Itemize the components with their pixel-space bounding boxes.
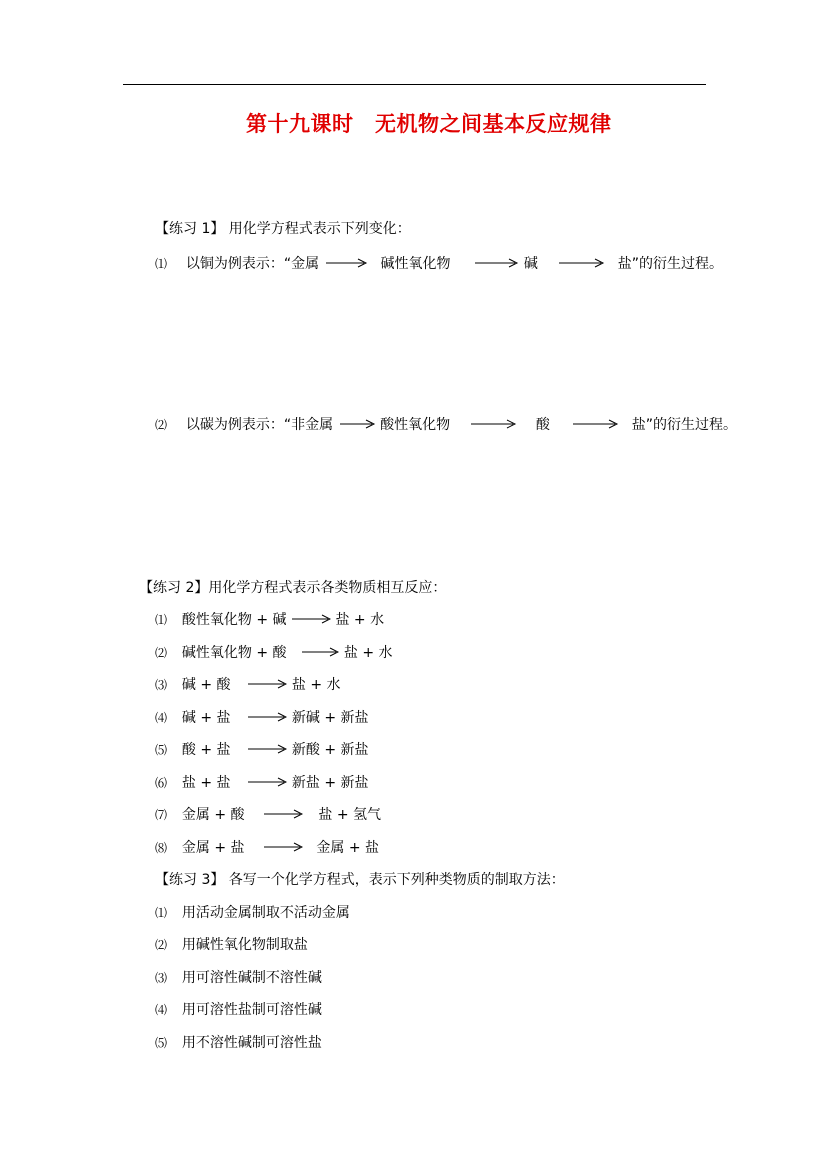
products: 新盐 + 新盐 [291, 775, 369, 791]
q2-prefix: 以碳为例表示：“非金属 [185, 417, 334, 433]
arrow-icon [571, 419, 619, 429]
reactants: 金属 + 盐 [181, 840, 245, 856]
q1-step-d: 盐”的衍生过程。 [617, 256, 723, 272]
reactants: 金属 + 酸 [181, 807, 245, 823]
arrow-icon [263, 809, 303, 819]
arrow-icon [473, 258, 519, 268]
exercise-2-heading: 【练习 2】用化学方程式表示各类物质相互反应： [139, 580, 447, 596]
list-item [155, 741, 369, 759]
exercise-3-heading: 【练习 3】 各写一个化学方程式，表示下列种类物质的制取方法： [155, 872, 565, 888]
q1-step-b: 碱性氧化物 [380, 256, 451, 272]
arrow-icon [324, 258, 368, 268]
item-number: ⑻ [155, 841, 168, 855]
item-text: 用不溶性碱制可溶性盐 [181, 1035, 322, 1051]
item-number: ⑸ [155, 1036, 168, 1050]
list-item [155, 709, 369, 727]
item-number: ⑶ [155, 678, 168, 692]
products: 盐 + 氢气 [318, 807, 382, 823]
page-title: 第十九课时 无机物之间基本反应规律 [246, 111, 612, 136]
list-item [155, 806, 381, 824]
list-item [155, 839, 379, 857]
item-number: ⑺ [155, 808, 168, 822]
item-number: ⑵ [155, 646, 168, 660]
arrow-icon [247, 777, 287, 787]
arrow-icon [469, 419, 517, 429]
header-rule [123, 84, 706, 85]
exercise-1-heading: 【练习 1】 用化学方程式表示下列变化： [155, 221, 411, 237]
products: 新碱 + 新盐 [291, 710, 369, 726]
item-text: 用碱性氧化物制取盐 [181, 937, 308, 953]
item-number: ⑴ [155, 257, 168, 271]
arrow-icon [338, 419, 376, 429]
item-number: ⑶ [155, 971, 168, 985]
reactants: 碱性氧化物 + 酸 [181, 645, 287, 661]
reactants: 碱 + 酸 [181, 677, 231, 693]
item-number: ⑷ [155, 711, 168, 725]
arrow-icon [247, 744, 287, 754]
q2-step-c: 酸 [535, 417, 550, 433]
list-item [155, 774, 369, 792]
products: 盐 + 水 [343, 645, 393, 661]
reactants: 酸 + 盐 [181, 742, 231, 758]
list-item [155, 904, 350, 922]
item-number: ⑸ [155, 743, 168, 757]
reactants: 酸性氧化物 + 碱 [181, 612, 287, 628]
products: 盐 + 水 [335, 612, 385, 628]
item-number: ⑹ [155, 776, 168, 790]
exercise-1-question-1 [155, 255, 723, 273]
list-item [155, 676, 341, 694]
products: 盐 + 水 [291, 677, 341, 693]
item-number: ⑴ [155, 906, 168, 920]
item-number: ⑷ [155, 1003, 168, 1017]
item-text: 用活动金属制取不活动金属 [181, 905, 350, 921]
item-text: 用可溶性盐制可溶性碱 [181, 1002, 322, 1018]
reactants: 盐 + 盐 [181, 775, 231, 791]
item-number: ⑵ [155, 418, 168, 432]
list-item [155, 611, 384, 629]
item-number: ⑵ [155, 938, 168, 952]
q2-step-b: 酸性氧化物 [380, 417, 451, 433]
arrow-icon [263, 842, 303, 852]
list-item [155, 1034, 322, 1052]
arrow-icon [247, 679, 287, 689]
exercise-1-question-2 [155, 416, 737, 434]
item-number: ⑴ [155, 613, 168, 627]
q2-step-d: 盐”的衍生过程。 [631, 417, 737, 433]
arrow-icon [291, 614, 331, 624]
list-item [155, 969, 322, 987]
item-text: 用可溶性碱制不溶性碱 [181, 970, 322, 986]
list-item [155, 644, 393, 662]
arrow-icon [557, 258, 605, 268]
arrow-icon [247, 712, 287, 722]
products: 新酸 + 新盐 [291, 742, 369, 758]
reactants: 碱 + 盐 [181, 710, 231, 726]
list-item [155, 936, 308, 954]
products: 金属 + 盐 [316, 840, 380, 856]
q1-step-c: 碱 [523, 256, 538, 272]
q1-prefix: 以铜为例表示：“金属 [185, 256, 320, 272]
list-item [155, 1001, 322, 1019]
arrow-icon [301, 647, 339, 657]
